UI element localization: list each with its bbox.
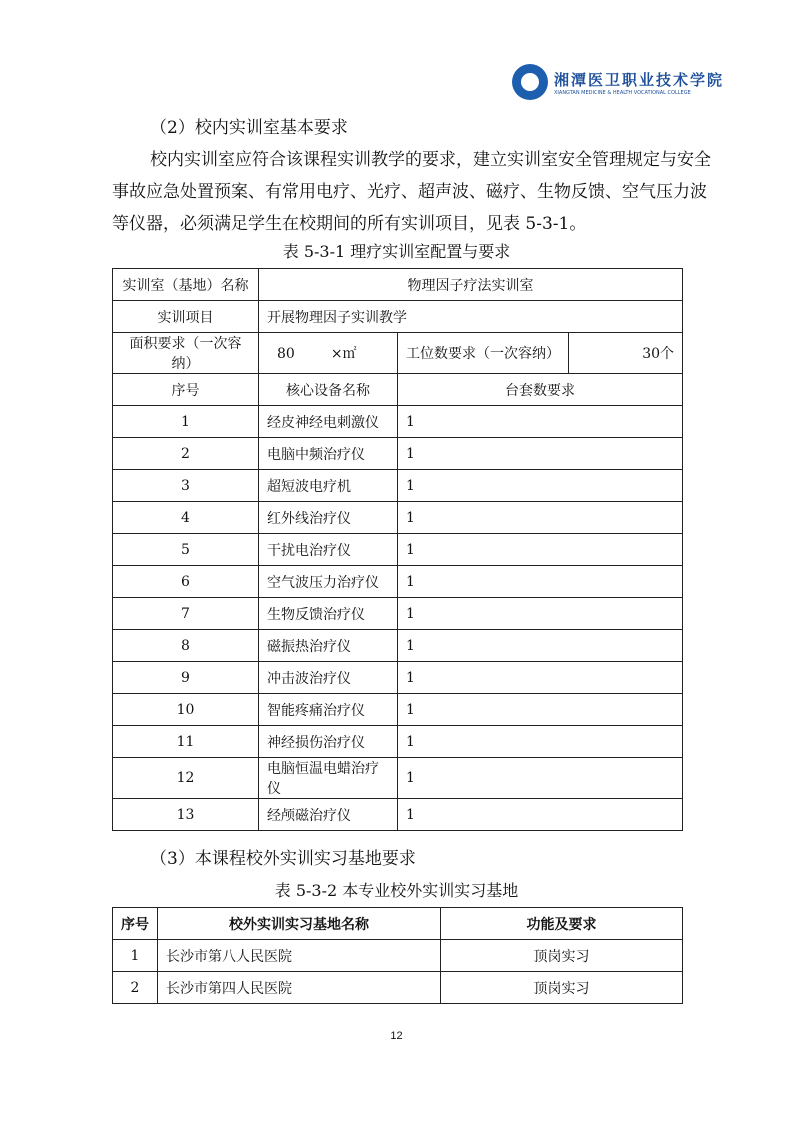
cell-name: 电脑恒温电蜡治疗仪 [259,758,398,799]
cell-name: 超短波电疗机 [259,470,398,502]
header-index: 序号 [113,374,259,406]
section-3-heading: （3）本课程校外实训实习基地要求 [150,849,416,869]
table-row [113,799,683,831]
college-seal-icon [512,64,548,100]
table-row [113,662,683,694]
table-row [113,406,683,438]
table-row [113,333,683,374]
cell-value: 顶岗实习 [441,972,683,1004]
cell-index: 13 [113,799,259,831]
cell-name: 经颅磁治疗仪 [259,799,398,831]
project-value: 开展物理因子实训教学 [259,301,683,333]
table-2-caption: 表 5-3-2 本专业校外实训实习基地 [274,881,519,900]
table-row [113,438,683,470]
name-label: 实训室（基地）名称 [113,269,259,301]
cell-name: 生物反馈治疗仪 [259,598,398,630]
external-base-table [112,907,683,1004]
cell-value: 1 [398,438,683,470]
cell-value: 顶岗实习 [441,940,683,972]
cell-index: 5 [113,534,259,566]
cell-value: 1 [398,598,683,630]
cell-index: 4 [113,502,259,534]
cell-value: 1 [398,799,683,831]
cell-value: 1 [398,758,683,799]
name-value: 物理因子疗法实训室 [259,269,683,301]
header-quantity: 台套数要求 [398,374,683,406]
page-number: 12 [390,1030,403,1042]
table-row [113,758,683,799]
cell-value: 1 [398,694,683,726]
college-logo [512,64,724,100]
table-row [113,972,683,1004]
table-row [113,470,683,502]
cell-name: 冲击波治疗仪 [259,662,398,694]
header-equipment: 核心设备名称 [259,374,398,406]
table-row [113,301,683,333]
cell-name: 磁振热治疗仪 [259,630,398,662]
training-room-table [112,268,683,831]
table-row [113,940,683,972]
cell-value: 1 [398,662,683,694]
table-row [113,630,683,662]
cell-index: 1 [113,940,158,972]
cell-name: 智能疼痛治疗仪 [259,694,398,726]
logo-chinese-name: 湘潭医卫职业技术学院 [554,70,725,89]
cell-value: 1 [398,470,683,502]
stations-value: 30个 [569,333,683,374]
cell-index: 8 [113,630,259,662]
cell-index: 10 [113,694,259,726]
cell-name: 经皮神经电刺激仪 [259,406,398,438]
area-cell [259,333,398,374]
logo-english-name: XIANGTAN MEDICINE & HEALTH VOCATIONAL COLLEGE [554,89,691,96]
cell-value: 1 [398,630,683,662]
table-1-caption: 表 5-3-1 理疗实训室配置与要求 [282,242,511,261]
table-header-row [113,374,683,406]
table-row [113,726,683,758]
cell-index: 7 [113,598,259,630]
header-function: 功能及要求 [441,908,683,940]
cell-index: 3 [113,470,259,502]
project-label: 实训项目 [113,301,259,333]
cell-index: 11 [113,726,259,758]
area-value: 80 [277,346,295,362]
header-base-name: 校外实训实习基地名称 [158,908,441,940]
table-row [113,534,683,566]
table-row [113,694,683,726]
cell-value: 1 [398,566,683,598]
cell-value: 1 [398,406,683,438]
cell-value: 1 [398,534,683,566]
cell-value: 1 [398,726,683,758]
cell-index: 1 [113,406,259,438]
paragraph-line: 校内实训室应符合该课程实训教学的要求，建立实训室安全管理规定与安全 [150,150,711,170]
table-row [113,269,683,301]
table-header-row [113,908,683,940]
cell-name: 干扰电治疗仪 [259,534,398,566]
cell-index: 12 [113,758,259,799]
section-2-heading: （2）校内实训室基本要求 [150,118,348,138]
stations-label: 工位数要求（一次容纳） [398,333,569,374]
paragraph-line: 等仪器，必须满足学生在校期间的所有实训项目，见表 5-3-1。 [112,214,587,234]
cell-index: 2 [113,438,259,470]
header-index: 序号 [113,908,158,940]
area-label: 面积要求（一次容纳） [113,333,259,374]
cell-name: 红外线治疗仪 [259,502,398,534]
cell-name: 神经损伤治疗仪 [259,726,398,758]
table-row [113,566,683,598]
table-row [113,598,683,630]
cell-name: 长沙市第四人民医院 [158,972,441,1004]
cell-index: 9 [113,662,259,694]
cell-name: 空气波压力治疗仪 [259,566,398,598]
paragraph-line: 事故应急处置预案、有常用电疗、光疗、超声波、磁疗、生物反馈、空气压力波 [112,182,707,202]
cell-name: 电脑中频治疗仪 [259,438,398,470]
area-unit: ×㎡ [330,346,357,362]
table-row [113,502,683,534]
cell-name: 长沙市第八人民医院 [158,940,441,972]
cell-index: 6 [113,566,259,598]
cell-value: 1 [398,502,683,534]
cell-index: 2 [113,972,158,1004]
